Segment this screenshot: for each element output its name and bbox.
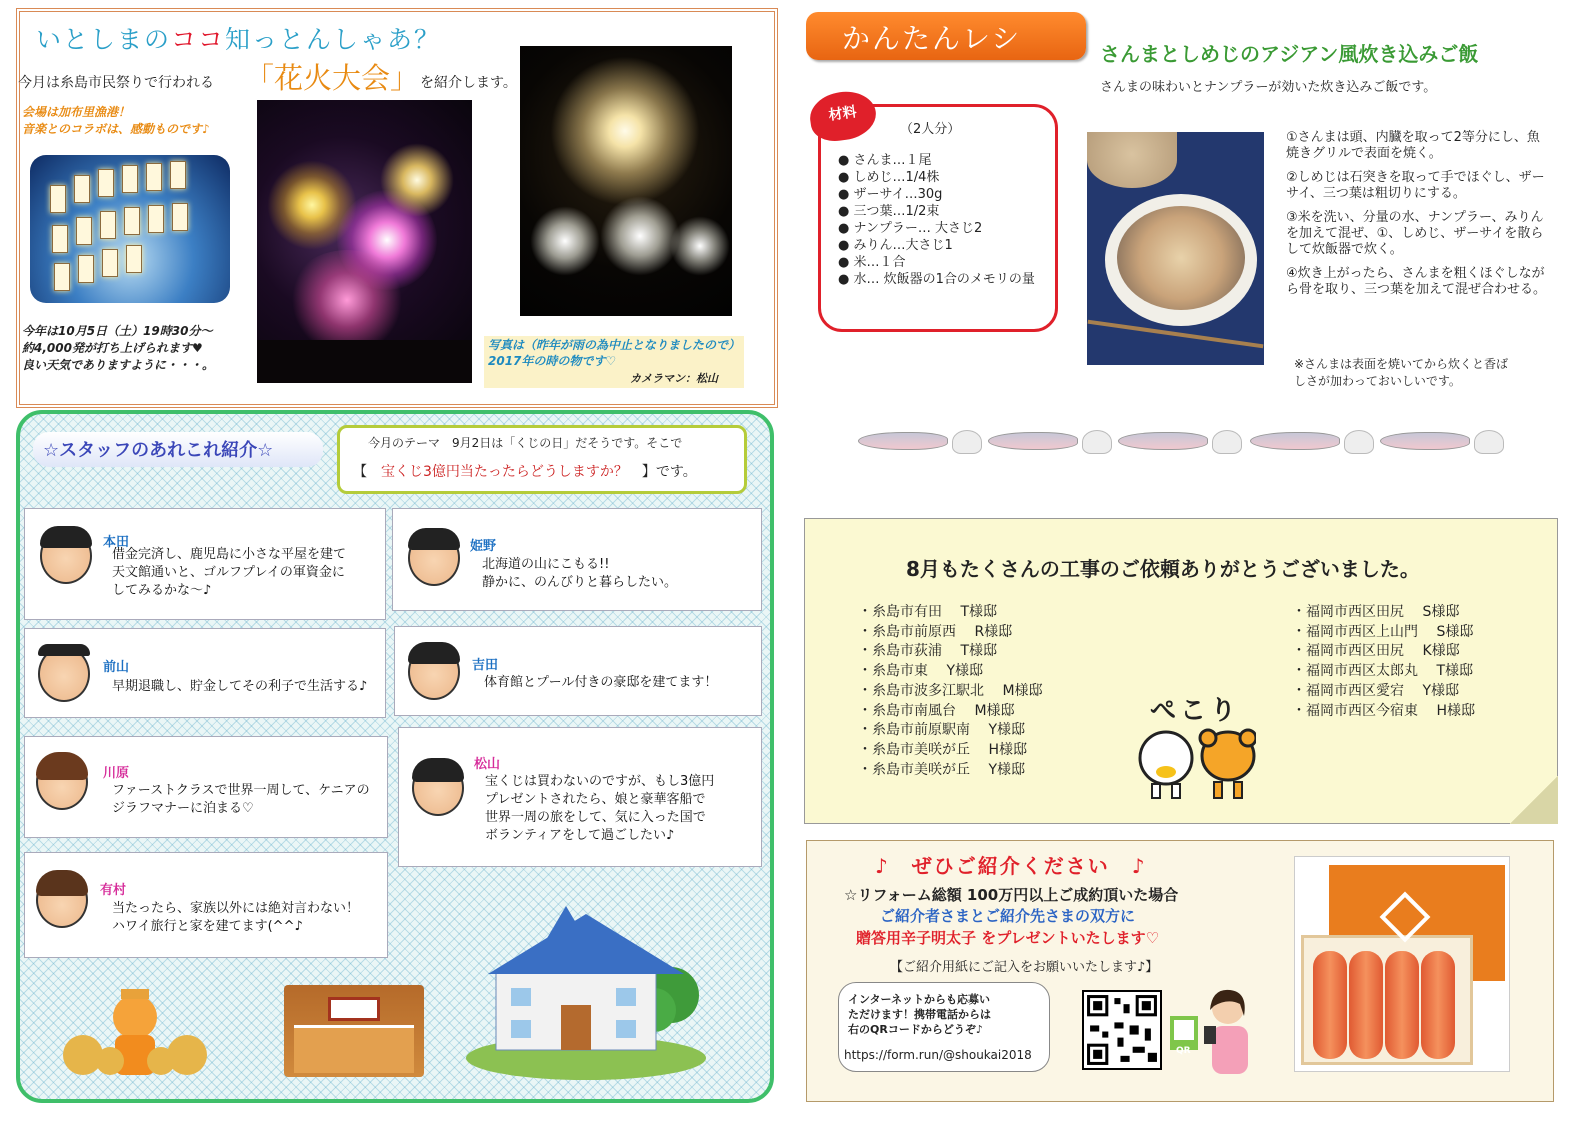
recipe-steps	[1286, 130, 1546, 306]
customer-item: ・福岡市西区田尻 K様邸	[1292, 643, 1460, 660]
online-entry-text: インターネットからも応募い ただけます！携帯電話からは 右のQRコードからどうぞ♪	[848, 993, 991, 1036]
referral-gift: 贈答用辛子明太子 をプレゼントいたします♡	[856, 929, 1160, 947]
gym-illustration	[284, 985, 424, 1077]
servings: （2人分）	[900, 122, 961, 137]
mushroom-icon	[1082, 430, 1112, 454]
ingredient-item: ● さんま…１尾	[838, 153, 932, 168]
staff-comment: 北海道の山にこもる!! 静かに、のんびりと暮らしたい。	[482, 557, 678, 590]
mushroom-icon	[1344, 430, 1374, 454]
staff-avatar	[408, 530, 460, 586]
staff-comment: 宝くじは買わないのですが、もし3億円 プレゼントされたら、娘と豪華客船で 世界一周の旅をして、気に入った国で ボランティアをして過ごしたい♪	[485, 774, 715, 843]
staff-name: 本田	[103, 535, 130, 550]
fireworks-caption: 会場は加布里漁港！ 音楽とのコラボは、感動ものです♪	[22, 105, 210, 136]
staff-comment: 早期退職し、貯金してその利子で生活する♪	[112, 679, 368, 694]
referral-condition: ☆リフォーム総額 100万円以上ご成約頂いた場合	[844, 886, 1179, 904]
ingredients-tag: 材料	[807, 88, 879, 145]
staff-name: 吉田	[472, 658, 499, 673]
staff-avatar	[36, 754, 88, 810]
customer-item: ・糸島市前原駅南 Y様邸	[858, 722, 1026, 739]
fireworks-date: 今年は10月5日（土）19時30分～ 約4,000発が打ち上げられます♥ 良い天気でありますように・・・。	[22, 324, 215, 372]
referral-form-link[interactable]: https://form.run/@shoukai2018	[844, 1048, 1032, 1062]
theme-label: 今月のテーマ 9月2日は「くじの日」だそうです。そこで	[368, 436, 683, 450]
staff-comment: 当たったら、家族以外には絶対言わない！ ハワイ旅行と家を建てます(^^♪	[112, 901, 360, 934]
customer-item: ・福岡市西区上山門 S様邸	[1292, 623, 1474, 640]
recipe-step: ③米を洗い、分量の水、ナンプラー、みりんを加えて混ぜ、①、しめじ、ザーサイを散らして炊飯器で炊く。	[1286, 210, 1544, 257]
staff-name: 前山	[103, 660, 130, 675]
recipe-step: ②しめじは石突きを取って手でほぐし、ザーサイ、三つ葉は粗切りにする。	[1286, 170, 1545, 201]
qr-code[interactable]	[1082, 990, 1162, 1070]
recipe-subtitle: さんまの味わいとナンプラーが効いた炊き込みご飯です。	[1100, 80, 1437, 95]
fireworks-intro-end: を紹介します。	[420, 75, 517, 91]
staff-avatar	[408, 644, 460, 700]
customer-item: ・糸島市有田 T様邸	[858, 604, 998, 620]
ingredient-list	[838, 152, 1035, 288]
customer-item: ・福岡市西区愛宕 Y様邸	[1292, 682, 1460, 699]
staff-title: ☆スタッフのあれこれ紹介☆	[33, 432, 323, 467]
fireworks-intro: 今月は糸島市民祭りで行われる	[18, 75, 214, 91]
recipe-tab: かんたんレシピ	[806, 12, 1086, 60]
referral-instruction: 【ご紹介用紙にご記入をお願いいたします♪】	[890, 960, 1159, 975]
fireworks-title: いとしまのココ知っとんしゃあ？	[36, 25, 442, 54]
fireworks-event-name: 「花火大会」	[245, 61, 420, 95]
ingredient-item: ● 水… 炊飯器の1合のメモリの量	[838, 272, 1035, 287]
mushroom-icon	[952, 430, 982, 454]
recipe-step: ①さんまは頭、内臓を取って2等分にし、魚焼きグリルで表面を焼く。	[1286, 130, 1540, 161]
pekori-text: ぺこり	[1150, 696, 1241, 726]
mentaiko-photo	[1294, 856, 1510, 1072]
customer-item: ・福岡市西区田尻 S様邸	[1292, 604, 1460, 620]
mansion-illustration	[466, 900, 706, 1080]
customer-item: ・糸島市美咲が丘 Y様邸	[858, 761, 1026, 778]
fish-icon	[988, 432, 1078, 450]
customer-item: ・糸島市南風台 M様邸	[858, 702, 1015, 719]
ingredient-item: ● みりん…大さじ1	[838, 238, 953, 253]
ingredient-item: ● しめじ…1/4株	[838, 170, 940, 185]
customer-item: ・糸島市荻浦 T様邸	[858, 643, 998, 660]
staff-avatar	[412, 760, 464, 816]
bowing-characters-illustration	[1138, 728, 1256, 800]
staff-avatar	[36, 872, 88, 928]
customer-list-fukuoka	[1292, 603, 1475, 721]
customer-item: ・糸島市東 Y様邸	[858, 663, 984, 680]
referral-title: ♪ ぜひご紹介ください ♪	[875, 854, 1147, 878]
dish-photo	[1087, 132, 1264, 365]
mushroom-icon	[1212, 430, 1242, 454]
staff-name: 有村	[100, 883, 127, 898]
fireworks-photo-colorful	[257, 100, 472, 383]
staff-comment: ファーストクラスで世界一周して、ケニアの ジラフマナーに泊まる♡	[112, 783, 370, 816]
staff-avatar	[38, 646, 90, 702]
fish-icon	[858, 432, 948, 450]
customer-item: ・糸島市前原西 R様邸	[858, 623, 1013, 640]
ingredient-item: ● ザーサイ…30g	[838, 187, 943, 202]
recipe-step: ④炊き上がったら、さんまを粗くほぐしながら骨を取り、三つ葉を加えて混ぜ合わせる。	[1286, 266, 1547, 297]
staff-name: 松山	[474, 757, 501, 772]
money-illustration	[55, 975, 215, 1083]
staff-comment: 借金完済し、鹿児島に小さな平屋を建て 天文館通いと、ゴルフプレイの軍資金に してみるかな～♪	[112, 547, 347, 598]
ingredient-item: ● 米…１合	[838, 255, 906, 270]
lantern-photo	[30, 155, 230, 303]
staff-comment: 体育館とプール付きの豪邸を建てます！	[484, 675, 718, 690]
theme-question: 【 宝くじ3億円当たったらどうしますか？ 】です。	[353, 464, 697, 480]
referral-target: ご紹介者さまとご紹介先さまの双方に	[880, 907, 1136, 925]
page-curl	[1510, 776, 1558, 824]
qr-label: QR	[1176, 1046, 1191, 1056]
phone-girl-illustration	[1168, 986, 1256, 1076]
customer-item: ・福岡市西区今宿東 H様邸	[1292, 702, 1475, 719]
fish-icon	[1380, 432, 1470, 450]
customer-item: ・糸島市波多江駅北 M様邸	[858, 682, 1043, 699]
ingredient-item: ● ナンプラー… 大さじ2	[838, 221, 983, 236]
thanks-title: 8月もたくさんの工事のご依頼ありがとうございました。	[906, 557, 1420, 581]
staff-name: 姫野	[470, 539, 497, 554]
photographer-credit: カメラマン：松山	[630, 372, 718, 385]
mushroom-icon	[1474, 430, 1504, 454]
ingredient-item: ● 三つ葉…1/2束	[838, 204, 940, 219]
recipe-note: ※さんまは表面を焼いてから炊くと香ば しさが加わっておいしいです。	[1294, 357, 1509, 388]
fish-icon	[1118, 432, 1208, 450]
customer-item: ・福岡市西区太郎丸 T様邸	[1292, 663, 1474, 680]
customer-item: ・糸島市美咲が丘 H様邸	[858, 741, 1027, 758]
customer-list-itoshima	[858, 603, 1043, 780]
recipe-title: さんまとしめじのアジアン風炊き込みご飯	[1100, 42, 1479, 66]
fish-icon	[1250, 432, 1340, 450]
photo-note: 写真は（昨年が雨の為中止となりましたので） 2017年の時の物です♡	[488, 338, 741, 368]
staff-avatar	[40, 528, 92, 584]
fireworks-photo-gold	[520, 46, 732, 316]
staff-name: 川原	[103, 766, 130, 781]
